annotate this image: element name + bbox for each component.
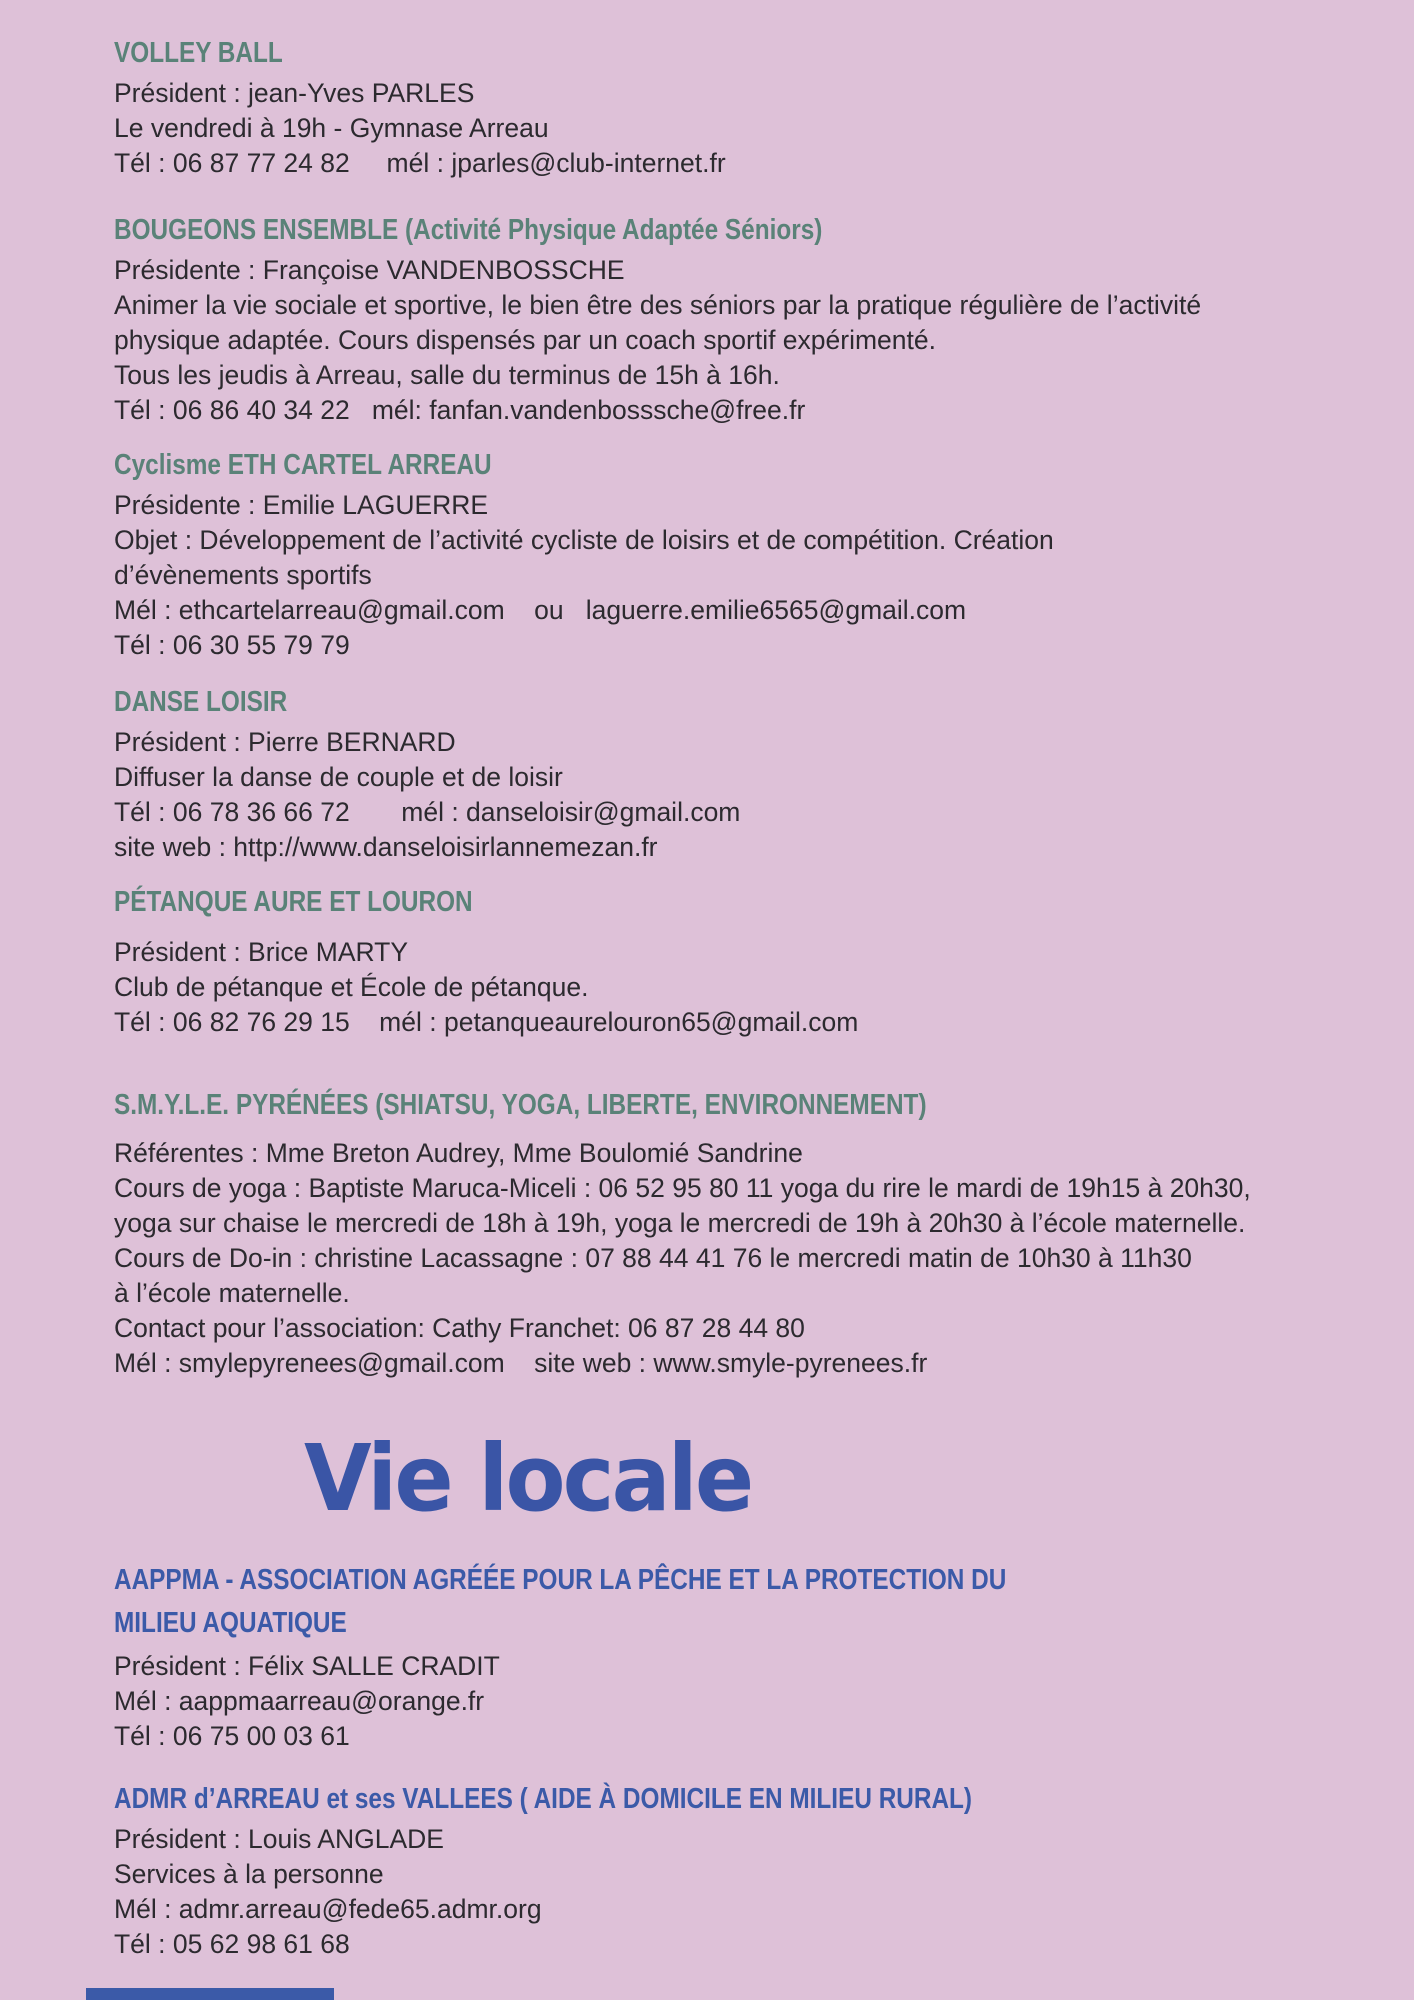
section-title-smyle: S.M.Y.L.E. PYRÉNÉES (SHIATSU, YOGA, LIBERTE, ENVIRONNEMENT) — [114, 1089, 927, 1121]
text-line: à l’école maternelle. — [114, 1278, 350, 1308]
text-line: yoga sur chaise le mercredi de 18h à 19h, yoga le mercredi de 19h à 20h30 à l’école maternelle. — [114, 1208, 1246, 1238]
text-line: Tous les jeudis à Arreau, salle du terminus de 15h à 16h. — [114, 360, 780, 390]
section-admr — [114, 1780, 1354, 1962]
text-line: Tél : 06 78 36 66 72 mél : danseloisir@gmail.com — [114, 797, 741, 827]
section-bougeons-ensemble — [114, 211, 1354, 428]
text-line: site web : http://www.danseloisirlannemezan.fr — [114, 832, 658, 862]
text-line: Animer la vie sociale et sportive, le bien être des séniors par la pratique régulière de l’activité — [114, 290, 1202, 320]
text-line: Diffuser la danse de couple et de loisir — [114, 762, 563, 792]
text-line: Mél : aappmaarreau@orange.fr — [114, 1686, 485, 1716]
text-line: Tél : 06 82 76 29 15 mél : petanqueaurelouron65@gmail.com — [114, 1007, 859, 1037]
text-line: Mél : ethcartelarreau@gmail.com ou laguerre.emilie6565@gmail.com — [114, 595, 967, 625]
text-line: Mél : smylepyrenees@gmail.com site web : www.smyle-pyrenees.fr — [114, 1348, 928, 1378]
text-line: Tél : 05 62 98 61 68 — [114, 1929, 350, 1959]
section-title-petanque: PÉTANQUE AURE ET LOURON — [114, 886, 473, 918]
section-title-volley: VOLLEY BALL — [114, 37, 283, 69]
text-line: Président : jean-Yves PARLES — [114, 78, 475, 108]
text-line: Cours de Do-in : christine Lacassagne : 07 88 44 41 76 le mercredi matin de 10h30 à 11h30 — [114, 1243, 1192, 1273]
text-line: Tél : 06 30 55 79 79 — [114, 630, 350, 660]
cutoff-next-section-bar — [86, 1988, 334, 2000]
section-smyle-pyrenees — [114, 1086, 1354, 1381]
vie-locale-title: Vie locale — [304, 1425, 752, 1532]
text-line: physique adaptée. Cours dispensés par un coach sportif expérimenté. — [114, 325, 936, 355]
text-line: Président : Félix SALLE CRADIT — [114, 1651, 500, 1681]
section-title-cyclisme: Cyclisme ETH CARTEL ARREAU — [114, 449, 492, 481]
title-line: MILIEU AQUATIQUE — [114, 1607, 347, 1639]
title-line: AAPPMA - ASSOCIATION AGRÉÉE POUR LA PÊCHE ET LA PROTECTION DU — [114, 1564, 1007, 1596]
text-line: d’évènements sportifs — [114, 560, 372, 590]
text-line: Présidente : Emilie LAGUERRE — [114, 490, 489, 520]
section-title-admr: ADMR d’ARREAU et ses VALLEES ( AIDE À DOMICILE EN MILIEU RURAL) — [114, 1783, 973, 1815]
section-aappma — [114, 1559, 1354, 1754]
text-line: Tél : 06 75 00 03 61 — [114, 1721, 350, 1751]
text-line: Référentes : Mme Breton Audrey, Mme Boulomié Sandrine — [114, 1138, 803, 1168]
section-title-aappma — [114, 1559, 1354, 1645]
text-line: Club de pétanque et École de pétanque. — [114, 972, 589, 1002]
text-line: Contact pour l’association: Cathy Franchet: 06 87 28 44 80 — [114, 1313, 805, 1343]
text-line: Le vendredi à 19h - Gymnase Arreau — [114, 113, 549, 143]
text-line: Cours de yoga : Baptiste Maruca-Miceli : 06 52 95 80 11 yoga du rire le mardi de 19h15 à 20h30, — [114, 1173, 1251, 1203]
text-line: Services à la personne — [114, 1859, 384, 1889]
text-line: Présidente : Françoise VANDENBOSSCHE — [114, 255, 625, 285]
text-line: Objet : Développement de l’activité cycliste de loisirs et de compétition. Création — [114, 525, 1054, 555]
text-line: Mél : admr.arreau@fede65.admr.org — [114, 1894, 542, 1924]
section-petanque-aure-et-louron — [114, 883, 1354, 1040]
section-cyclisme-eth-cartel — [114, 446, 1354, 663]
text-line: Président : Brice MARTY — [114, 937, 409, 967]
text-line: Tél : 06 86 40 34 22 mél: fanfan.vandenbosssche@free.fr — [114, 395, 806, 425]
section-volley-ball — [114, 34, 1354, 181]
section-title-bougeons: BOUGEONS ENSEMBLE (Activité Physique Adaptée Séniors) — [114, 214, 823, 246]
section-title-danse: DANSE LOISIR — [114, 686, 288, 718]
text-line: Président : Pierre BERNARD — [114, 727, 456, 757]
text-line: Tél : 06 87 77 24 82 mél : jparles@club-internet.fr — [114, 148, 726, 178]
section-danse-loisir — [114, 683, 1354, 865]
text-line: Président : Louis ANGLADE — [114, 1824, 444, 1854]
